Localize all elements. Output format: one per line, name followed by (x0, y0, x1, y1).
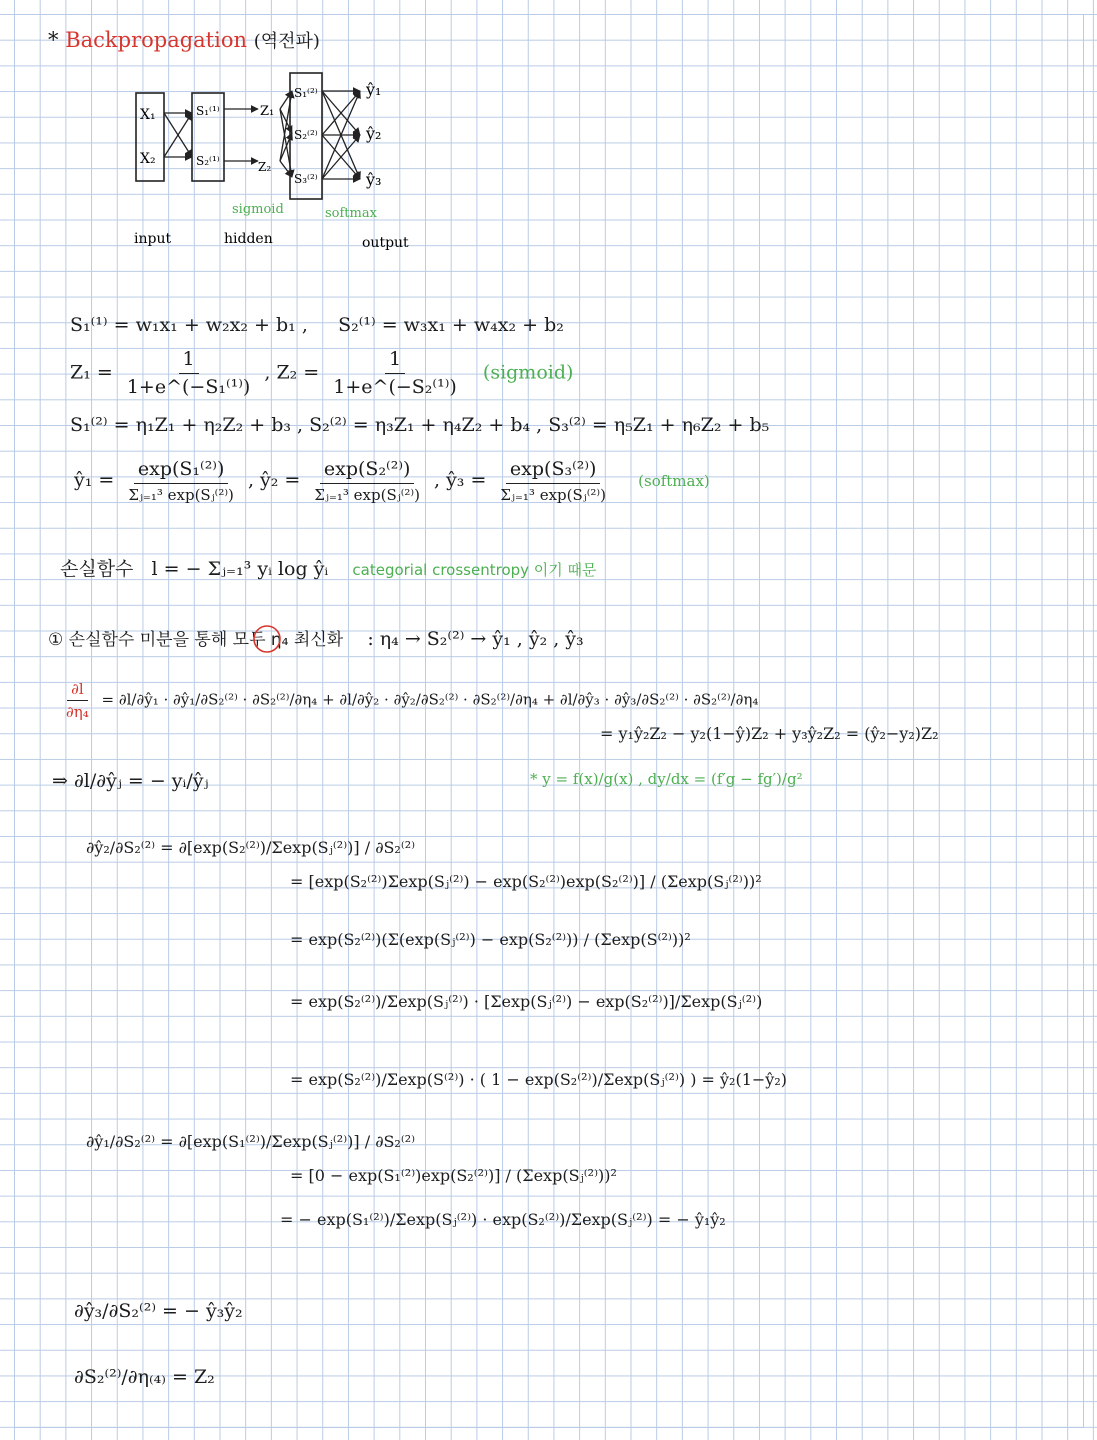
hidden-label: hidden (224, 231, 273, 247)
node-z2: Z₂ (258, 160, 272, 174)
node-y3-hat: ŷ₃ (366, 170, 382, 189)
quotient-rule-note: * y = f(x)/g(x) , dy/dx = (f′g − fg′)/g² (530, 770, 803, 788)
chain-rule-line (58, 680, 758, 721)
y1-denominator: Σⱼ₌₁³ exp(Sⱼ⁽²⁾) (128, 485, 234, 504)
page-title (48, 28, 320, 53)
dy2-ds2-step4: = exp(S₂⁽²⁾)/Σexp(S⁽²⁾) · ( 1 − exp(S₂⁽²⁾)/Σexp(Sⱼ⁽²⁾) ) = ŷ₂(1−ŷ₂) (290, 1070, 787, 1089)
y1-fraction (124, 458, 238, 504)
output-label: output (362, 235, 409, 251)
sigmoid-equations (70, 348, 573, 399)
sigmoid-note: (sigmoid) (482, 361, 574, 384)
y2-fraction (310, 458, 424, 504)
input-label: input (134, 231, 172, 247)
dy3-ds2-equation: ∂ŷ₃/∂S₂⁽²⁾ = − ŷ₃ŷ₂ (74, 1300, 243, 1322)
title-text: Backpropagation (65, 28, 247, 52)
dy2-ds2-lhs: ∂ŷ₂/∂S₂⁽²⁾ = ∂[exp(S₂⁽²⁾)/Σexp(Sⱼ⁽²⁾)] / ∂S₂⁽²⁾ (86, 838, 416, 857)
z1-denominator: 1+e^(−S₁⁽¹⁾) (126, 375, 251, 398)
ds2-deta4-equation: ∂S₂⁽²⁾/∂η₍₄₎ = Z₂ (74, 1366, 215, 1388)
output-sum-equations: S₁⁽²⁾ = η₁Z₁ + η₂Z₂ + b₃ , S₂⁽²⁾ = η₃Z₁ + η₄Z₂ + b₄ , S₃⁽²⁾ = η₅Z₁ + η₆Z₂ + b₅ (70, 414, 770, 436)
dy2-ds2-step2: = exp(S₂⁽²⁾)(Σ(exp(Sⱼ⁽²⁾) − exp(S₂⁽²⁾)) / (Σexp(S⁽²⁾))² (290, 930, 691, 949)
chain-rule-expansion: = ∂l/∂ŷ₁ · ∂ŷ₁/∂S₂⁽²⁾ · ∂S₂⁽²⁾/∂η₄ + ∂l/∂ŷ₂ · ∂ŷ₂/∂S₂⁽²⁾ · ∂S₂⁽²⁾/∂η₄ + ∂l/∂ŷ₃ · ∂ŷ₃/∂S₂⁽²⁾ · ∂S₂⁽²⁾/∂η₄ (101, 690, 759, 709)
dl-deta4-fraction (62, 680, 93, 721)
loss-note: categorial crossentropy 이기 때문 (352, 561, 597, 579)
softmax-equations (74, 458, 710, 504)
z1-fraction (123, 348, 255, 399)
z2-lhs: , Z₂ = (264, 361, 320, 384)
hidden-sum-equations (70, 314, 564, 337)
node-s2-output: S₂⁽²⁾ (294, 128, 318, 142)
node-s2-hidden: S₂⁽¹⁾ (196, 154, 220, 168)
node-s3-output: S₃⁽²⁾ (294, 172, 318, 186)
s2-hidden-eq: S₂⁽¹⁾ = w₃x₁ + w₄x₂ + b₂ (338, 314, 564, 336)
dy1-ds2-lhs: ∂ŷ₁/∂S₂⁽²⁾ = ∂[exp(S₁⁽²⁾)/Σexp(Sⱼ⁽²⁾)] / ∂S₂⁽²⁾ (86, 1132, 416, 1151)
dy1-ds2-step2: = − exp(S₁⁽²⁾)/Σexp(Sⱼ⁽²⁾) · exp(S₂⁽²⁾)/Σexp(Sⱼ⁽²⁾) = − ŷ₁ŷ₂ (280, 1210, 726, 1229)
node-x2: X₂ (140, 151, 156, 167)
y3-lhs: , ŷ₃ = (433, 468, 487, 491)
z1-lhs: Z₁ = (70, 361, 113, 384)
dl-dyj-equation: ⇒ ∂l/∂ŷⱼ = − yᵢ/ŷⱼ (52, 770, 209, 792)
node-y1-hat: ŷ₁ (366, 80, 382, 99)
step-one-line (48, 628, 584, 651)
eta4-circle-highlight (250, 622, 284, 656)
dl-deta4-numerator: ∂l (67, 680, 88, 701)
z2-denominator: 1+e^(−S₂⁽¹⁾) (333, 375, 457, 398)
z2-fraction (329, 348, 461, 399)
loss-label: 손실함수 (60, 558, 134, 580)
dy1-ds2-step1: = [0 − exp(S₁⁽²⁾)exp(S₂⁽²⁾)] / (Σexp(Sⱼ⁽²⁾))² (290, 1166, 617, 1185)
node-s1-output: S₁⁽²⁾ (294, 86, 318, 100)
dy2-ds2-step3: = exp(S₂⁽²⁾)/Σexp(Sⱼ⁽²⁾) · [Σexp(Sⱼ⁽²⁾) − exp(S₂⁽²⁾)]/Σexp(Sⱼ⁽²⁾) (290, 992, 763, 1011)
loss-function-line (60, 558, 597, 581)
sigmoid-label: sigmoid (232, 202, 284, 217)
y2-numerator: exp(S₂⁽²⁾) (320, 458, 415, 484)
y2-denominator: Σⱼ₌₁³ exp(Sⱼ⁽²⁾) (314, 485, 420, 504)
z1-numerator: 1 (179, 348, 199, 374)
network-diagram (120, 65, 440, 255)
loss-equation: l = − Σⱼ₌₁³ yᵢ log ŷᵢ (151, 558, 329, 580)
s1-hidden-eq: S₁⁽¹⁾ = w₁x₁ + w₂x₂ + b₁ , (70, 314, 308, 336)
y3-denominator: Σⱼ₌₁³ exp(Sⱼ⁽²⁾) (500, 485, 606, 504)
y2-lhs: , ŷ₂ = (247, 468, 301, 491)
y1-lhs: ŷ₁ = (74, 468, 115, 491)
y3-numerator: exp(S₃⁽²⁾) (506, 458, 601, 484)
z2-numerator: 1 (385, 348, 405, 374)
chain-rule-result: = y₁ŷ₂Z₂ − y₂(1−ŷ)Z₂ + y₃ŷ₂Z₂ = (ŷ₂−y₂)Z₂ (600, 724, 939, 743)
dy2-ds2-step1: = [exp(S₂⁽²⁾)Σexp(Sⱼ⁽²⁾) − exp(S₂⁽²⁾)exp(S₂⁽²⁾)] / (Σexp(Sⱼ⁽²⁾))² (290, 872, 762, 891)
softmax-note: (softmax) (638, 471, 710, 490)
title-korean: (역전파) (253, 31, 320, 52)
y3-fraction (496, 458, 610, 504)
node-s1-hidden: S₁⁽¹⁾ (196, 104, 220, 118)
dl-deta4-denominator: ∂η₄ (66, 703, 89, 721)
node-x1: X₁ (140, 107, 156, 123)
step-one-chain: : η₄ → S₂⁽²⁾ → ŷ₁ , ŷ₂ , ŷ₃ (367, 628, 584, 650)
node-y2-hat: ŷ₂ (366, 124, 382, 143)
step-one-text: ① 손실함수 미분을 통해 모두 η₄ 최신화 (48, 630, 344, 650)
node-z1: Z₁ (260, 104, 275, 119)
title-star: * (48, 28, 59, 52)
y1-numerator: exp(S₁⁽²⁾) (134, 458, 229, 484)
softmax-label: softmax (325, 206, 377, 221)
